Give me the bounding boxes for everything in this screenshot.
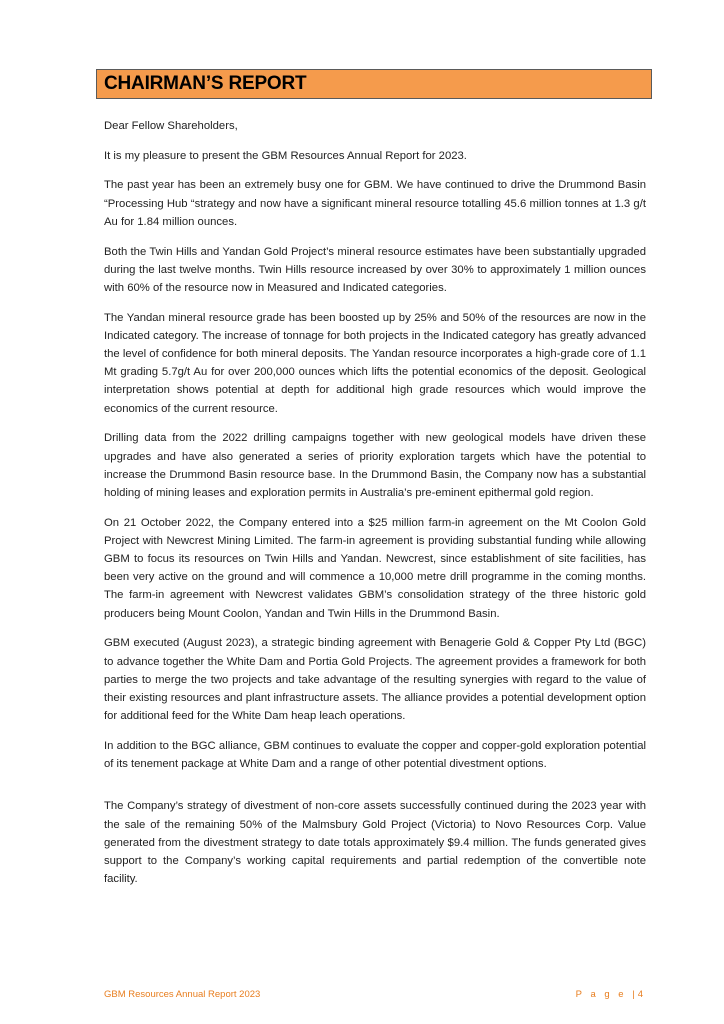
footer-page-indicator: [576, 989, 646, 1000]
paragraph: In addition to the BGC alliance, GBM continues to evaluate the copper and copper-gold exploration potential of its tenement package at White Dam and a range of other potential divestment options.: [104, 739, 646, 771]
paragraph: Drilling data from the 2022 drilling campaigns together with new geological models have driven these upgrades and have also generated a series of priority exploration targets which have the potential to increase the Drummond Basin resource base. In the Drummond Basin, the Company now has a substantial holding of mining leases and exploration permits in Australia’s pre-eminent epithermal gold region.: [104, 432, 646, 499]
footer-separator: |: [632, 989, 638, 1000]
paragraph: Both the Twin Hills and Yandan Gold Project’s mineral resource estimates have been substantially upgraded during the last twelve months. Twin Hills resource increased by over 30% to approximately 1 million ounces with 60% of the resource now in Measured and Indicated categories.: [104, 245, 646, 294]
paragraph: The Yandan mineral resource grade has been boosted up by 25% and 50% of the resources are now in the Indicated category. The increase of tonnage for both projects in the Indicated category has greatly advanced the level of confidence for both mineral deposits. The Yandan resource incorporates a high-grade core of 1.1 Mt grading 5.7g/t Au for over 200,000 ounces which lifts the potential economics of the deposit. Geological interpretation shows potential at depth for additional high grade resources which would improve the economics of the current resource.: [104, 311, 646, 415]
section-heading-bar: [96, 69, 652, 99]
footer-page-label: P a g e: [575, 989, 627, 1000]
paragraph: GBM executed (August 2023), a strategic binding agreement with Benagerie Gold & Copper Pty Ltd (BGC) to advance together the White Dam and Portia Gold Projects. The agreement provides a framework for both parties to merge the two projects and take advantage of the resulting synergies with regard to the value of their existing resources and plant infrastructure assets. The alliance provides a potential development option for additional feed for the White Dam heap leach operations.: [104, 637, 646, 723]
greeting: Dear Fellow Shareholders,: [104, 120, 238, 132]
paragraph: It is my pleasure to present the GBM Resources Annual Report for 2023.: [104, 149, 467, 162]
section-title: CHAIRMAN’S REPORT: [104, 73, 307, 94]
footer-page-number: 4: [637, 989, 646, 1000]
page-footer: [104, 989, 646, 1000]
paragraph: On 21 October 2022, the Company entered into a $25 million farm-in agreement on the Mt Coolon Gold Project with Newcrest Mining Limited. The farm-in agreement is providing substantial funding while allowing GBM to focus its resources on Twin Hills and Yandan. Newcrest, since establishment of site facilities, has been very active on the ground and will commence a 10,000 metre drill programme in the coming months. The farm-in agreement with Newcrest validates GBM’s consolidation strategy of the three historic gold producers being Mount Coolon, Yandan and Twin Hills in the Drummond Basin.: [104, 516, 646, 620]
report-body: [104, 117, 646, 900]
paragraph: The Company’s strategy of divestment of non-core assets successfully continued during the 2023 year with the sale of the remaining 50% of the Malmsbury Gold Project (Victoria) to Novo Resources Corp. Value generated from the divestment strategy to date totals approximately $9.4 million. The funds generated gives support to the Company’s working capital requirements and partial redemption of the convertible note facility.: [104, 800, 646, 886]
footer-report-name: GBM Resources Annual Report 2023: [104, 989, 261, 1000]
paragraph: The past year has been an extremely busy one for GBM. We have continued to drive the Drummond Basin “Processing Hub “strategy and now have a significant mineral resource totalling 45.6 million tonnes at 1.3 g/t Au for 1.84 million ounces.: [104, 179, 646, 228]
